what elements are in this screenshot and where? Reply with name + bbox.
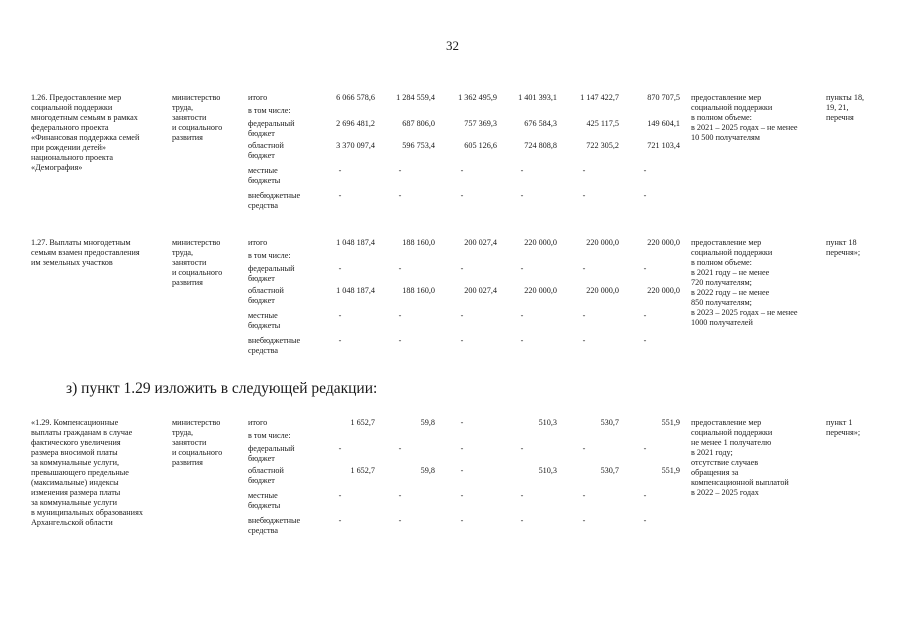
page-number: 32 [446,38,459,53]
funding-value: - [582,311,586,320]
funding-source: в том числе: [248,431,291,440]
funding-value: - [582,491,586,500]
funding-value: 1 362 495,9 [458,93,497,102]
funding-value: - [520,166,524,175]
funding-value: 220 000,0 [524,238,557,247]
funding-value: - [643,336,647,345]
funding-source: федеральный бюджет [248,264,295,283]
item-executor: министерство труда, занятости и социального развития [172,238,223,287]
funding-value: 220 000,0 [586,238,619,247]
funding-value: - [398,264,402,273]
funding-value: - [460,311,464,320]
funding-value: - [338,264,342,273]
funding-value: - [460,191,464,200]
funding-value: - [582,444,586,453]
funding-value: 676 584,3 [524,119,557,128]
funding-value: 510,3 [538,466,557,475]
item-expected-result: предоставление мер социальной поддержки в полном объеме: в 2021 – 2025 годах – не менее 10 500 получателям [691,93,798,142]
funding-value: - [520,264,524,273]
funding-value: - [520,311,524,320]
funding-value: - [398,516,402,525]
funding-value: 200 027,4 [464,286,497,295]
funding-value: 425 117,5 [586,119,619,128]
funding-value: 530,7 [600,466,619,475]
funding-value: 1 048 187,4 [336,238,375,247]
funding-value: - [520,336,524,345]
funding-source: федеральный бюджет [248,119,295,138]
program-item-1-27 [0,238,905,398]
funding-value: 1 048 187,4 [336,286,375,295]
funding-source: внебюджетные средства [248,191,301,210]
funding-value: - [582,516,586,525]
funding-value: - [643,191,647,200]
funding-value: - [460,418,464,427]
funding-value: 188 160,0 [402,286,435,295]
funding-value: - [398,166,402,175]
funding-value: - [582,191,586,200]
funding-source: федеральный бюджет [248,444,295,463]
funding-value: - [582,264,586,273]
funding-value: 605 126,6 [464,141,497,150]
funding-value: 721 103,4 [647,141,680,150]
item-expected-result: предоставление мер социальной поддержки в полном объеме: в 2021 году – не менее 720 получателям; в 2022 году – не менее 850 получателям; в 2023 – 2025 годах – не менее 1000 получателей [691,238,798,327]
funding-value: - [520,444,524,453]
funding-value: - [338,444,342,453]
amendment-heading: з) пункт 1.29 изложить в следующей редакции: [66,380,378,397]
funding-source: итого [248,238,268,247]
funding-value: - [338,336,342,345]
funding-value: - [460,444,464,453]
funding-source: областной бюджет [248,466,284,485]
funding-source: местные бюджеты [248,491,281,510]
funding-value: 1 147 422,7 [580,93,619,102]
funding-value: 2 696 481,2 [336,119,375,128]
funding-value: - [460,166,464,175]
funding-value: - [460,516,464,525]
funding-value: - [460,466,464,475]
funding-value: - [582,166,586,175]
item-reference: пункт 1 перечня»; [826,418,861,437]
funding-value: 220 000,0 [647,238,680,247]
funding-source: областной бюджет [248,141,284,160]
item-reference: пункт 18 перечня»; [826,238,861,257]
funding-source: итого [248,418,268,427]
funding-value: - [520,516,524,525]
funding-value: - [338,516,342,525]
funding-source: в том числе: [248,251,291,260]
funding-value: - [338,311,342,320]
funding-value: - [460,264,464,273]
item-reference: пункты 18, 19, 21, перечня [826,93,865,122]
program-item-1-29 [0,418,905,578]
funding-value: 6 066 578,6 [336,93,375,102]
funding-source: областной бюджет [248,286,284,305]
funding-value: - [398,491,402,500]
funding-source: местные бюджеты [248,311,281,330]
funding-value: - [460,491,464,500]
funding-value: 3 370 097,4 [336,141,375,150]
funding-value: - [582,336,586,345]
funding-value: - [643,444,647,453]
item-expected-result: предоставление мер социальной поддержки не менее 1 получателю в 2021 году; отсутствие случаев обращения за компенсационной выплатой в 2022 – 2025 годах [691,418,789,497]
funding-value: - [338,166,342,175]
funding-value: 149 604,1 [647,119,680,128]
funding-value: 220 000,0 [647,286,680,295]
funding-value: 59,8 [420,466,435,475]
funding-value: 1 652,7 [350,466,375,475]
funding-value: 530,7 [600,418,619,427]
funding-value: 757 369,3 [464,119,497,128]
item-executor: министерство труда, занятости и социального развития [172,418,223,467]
funding-value: 510,3 [538,418,557,427]
funding-value: 596 753,4 [402,141,435,150]
funding-value: - [460,336,464,345]
item-name: 1.27. Выплаты многодетным семьям взамен предоставления им земельных участков [31,238,140,267]
funding-value: - [398,444,402,453]
funding-value: - [643,264,647,273]
funding-value: - [398,311,402,320]
funding-value: 188 160,0 [402,238,435,247]
funding-value: 59,8 [420,418,435,427]
funding-value: - [643,491,647,500]
funding-value: - [643,166,647,175]
item-name: 1.26. Предоставление мер социальной поддержки многодетным семьям в рамках федерального проекта «Финансовая поддержка семей при рождении детей» национального проекта «Демография» [31,93,140,172]
funding-value: 200 027,4 [464,238,497,247]
funding-value: - [520,191,524,200]
funding-value: - [398,336,402,345]
funding-value: 220 000,0 [586,286,619,295]
funding-value: 551,9 [661,418,680,427]
funding-source: внебюджетные средства [248,516,301,535]
item-executor: министерство труда, занятости и социального развития [172,93,223,142]
funding-value: 1 284 559,4 [396,93,435,102]
item-name: «1.29. Компенсационные выплаты гражданам в случае фактического увеличения размера вносимой платы за коммунальные услуги, превышающего предельные (максимальные) индексы изменения размера платы за коммунальные услуги в муниципальных образованиях Архангельской области [31,418,143,527]
funding-value: 551,9 [661,466,680,475]
funding-value: - [643,516,647,525]
funding-value: - [520,491,524,500]
funding-value: - [338,491,342,500]
funding-value: - [643,311,647,320]
funding-source: итого [248,93,268,102]
funding-source: местные бюджеты [248,166,281,185]
funding-source: внебюджетные средства [248,336,301,355]
funding-value: 870 707,5 [647,93,680,102]
funding-source: в том числе: [248,106,291,115]
program-item-1-26 [0,93,905,253]
funding-value: 220 000,0 [524,286,557,295]
funding-value: 1 401 393,1 [518,93,557,102]
funding-value: 687 806,0 [402,119,435,128]
funding-value: - [338,191,342,200]
funding-value: - [398,191,402,200]
funding-value: 1 652,7 [350,418,375,427]
funding-value: 724 808,8 [524,141,557,150]
funding-value: 722 305,2 [586,141,619,150]
